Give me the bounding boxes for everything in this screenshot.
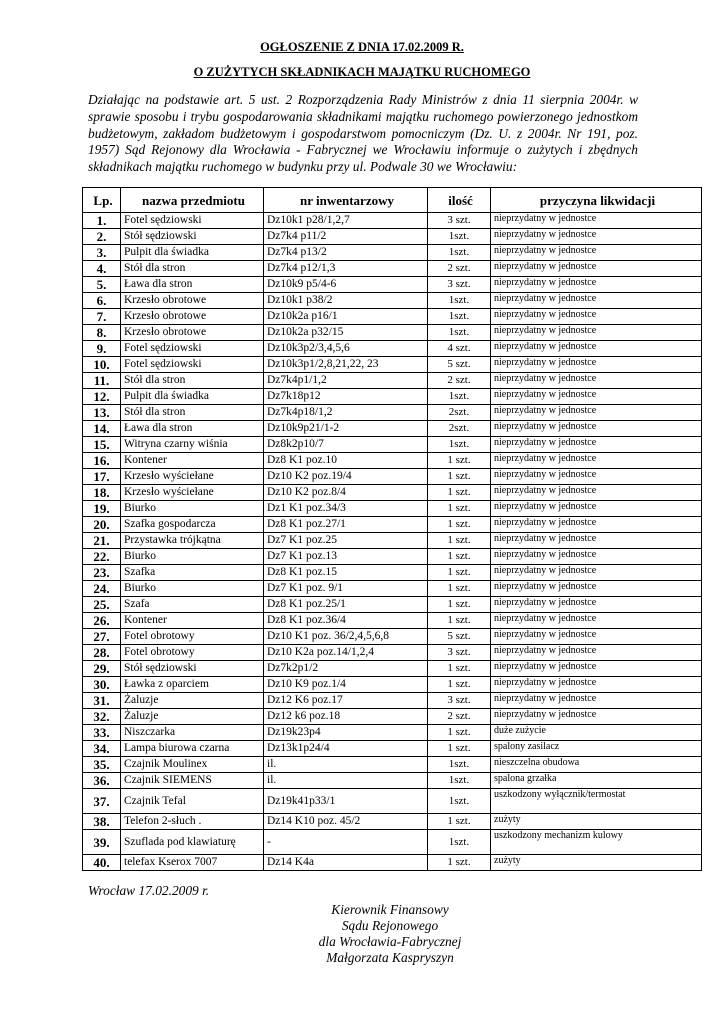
- item-name: Biurko: [121, 581, 264, 597]
- liquidation-reason: nieprzydatny w jednostce: [491, 533, 702, 549]
- quantity: 4 szt.: [428, 341, 491, 357]
- inventory-number: Dz7k4 p12/1,3: [264, 261, 428, 277]
- inventory-number: Dz14 K10 poz. 45/2: [264, 814, 428, 830]
- column-header: przyczyna likwidacji: [491, 188, 702, 213]
- row-number: 8.: [83, 325, 121, 341]
- quantity: 1 szt.: [428, 533, 491, 549]
- liquidation-reason: nieprzydatny w jednostce: [491, 597, 702, 613]
- quantity: 1szt.: [428, 325, 491, 341]
- row-number: 23.: [83, 565, 121, 581]
- table-row: [83, 453, 702, 469]
- liquidation-reason: uszkodzony mechanizm kulowy: [491, 830, 702, 855]
- liquidation-reason: nieprzydatny w jednostce: [491, 213, 702, 229]
- liquidation-reason: nieprzydatny w jednostce: [491, 341, 702, 357]
- liquidation-reason: nieprzydatny w jednostce: [491, 677, 702, 693]
- inventory-number: Dz10 K2a poz.14/1,2,4: [264, 645, 428, 661]
- liquidation-reason: nieprzydatny w jednostce: [491, 485, 702, 501]
- liquidation-reason: nieprzydatny w jednostce: [491, 437, 702, 453]
- inventory-number: Dz10 K2 poz.19/4: [264, 469, 428, 485]
- quantity: 1 szt.: [428, 597, 491, 613]
- inventory-number: Dz7 K1 poz.13: [264, 549, 428, 565]
- inventory-number: Dz8 K1 poz.27/1: [264, 517, 428, 533]
- liquidation-reason: nieprzydatny w jednostce: [491, 613, 702, 629]
- item-name: Ława dla stron: [121, 277, 264, 293]
- inventory-number: Dz12 K6 poz.17: [264, 693, 428, 709]
- row-number: 16.: [83, 453, 121, 469]
- row-number: 19.: [83, 501, 121, 517]
- table-row: [83, 597, 702, 613]
- quantity: 1 szt.: [428, 453, 491, 469]
- item-name: Krzesło obrotowe: [121, 309, 264, 325]
- quantity: 1 szt.: [428, 814, 491, 830]
- liquidation-reason: nieprzydatny w jednostce: [491, 405, 702, 421]
- inventory-number: Dz8 K1 poz.25/1: [264, 597, 428, 613]
- liquidation-reason: nieprzydatny w jednostce: [491, 581, 702, 597]
- inventory-number: Dz7k4 p13/2: [264, 245, 428, 261]
- item-name: Żaluzje: [121, 709, 264, 725]
- table-row: [83, 229, 702, 245]
- quantity: 1szt.: [428, 245, 491, 261]
- item-name: Krzesło wyściełane: [121, 469, 264, 485]
- inventory-number: Dz8 K1 poz.15: [264, 565, 428, 581]
- row-number: 25.: [83, 597, 121, 613]
- column-header: nazwa przedmiotu: [121, 188, 264, 213]
- row-number: 33.: [83, 725, 121, 741]
- liquidation-reason: nieprzydatny w jednostce: [491, 661, 702, 677]
- inventory-number: Dz8 K1 poz.36/4: [264, 613, 428, 629]
- liquidation-reason: spalona grzałka: [491, 773, 702, 789]
- quantity: 1 szt.: [428, 661, 491, 677]
- item-name: Przystawka trójkątna: [121, 533, 264, 549]
- table-row: [83, 437, 702, 453]
- table-row: [83, 645, 702, 661]
- item-name: Szafka gospodarcza: [121, 517, 264, 533]
- row-number: 3.: [83, 245, 121, 261]
- table-row: [83, 581, 702, 597]
- inventory-number: Dz12 k6 poz.18: [264, 709, 428, 725]
- table-row: [83, 293, 702, 309]
- inventory-number: -: [264, 830, 428, 855]
- row-number: 17.: [83, 469, 121, 485]
- row-number: 28.: [83, 645, 121, 661]
- table-row: [83, 709, 702, 725]
- quantity: 3 szt.: [428, 213, 491, 229]
- liquidation-reason: nieprzydatny w jednostce: [491, 357, 702, 373]
- liquidation-reason: nieprzydatny w jednostce: [491, 421, 702, 437]
- quantity: 1 szt.: [428, 725, 491, 741]
- quantity: 1szt.: [428, 293, 491, 309]
- item-name: Stół dla stron: [121, 373, 264, 389]
- liquidation-reason: nieprzydatny w jednostce: [491, 325, 702, 341]
- liquidation-reason: nieprzydatny w jednostce: [491, 517, 702, 533]
- signature-line: Kierownik Finansowy: [331, 902, 449, 917]
- liquidation-reason: uszkodzony wyłącznik/termostat: [491, 789, 702, 814]
- liquidation-reason: nieprzydatny w jednostce: [491, 629, 702, 645]
- item-name: Lampa biurowa czarna: [121, 741, 264, 757]
- inventory-number: Dz8 K1 poz.10: [264, 453, 428, 469]
- table-row: [83, 693, 702, 709]
- row-number: 35.: [83, 757, 121, 773]
- row-number: 40.: [83, 855, 121, 871]
- inventory-number: Dz19k23p4: [264, 725, 428, 741]
- quantity: 1szt.: [428, 789, 491, 814]
- item-name: Kontener: [121, 453, 264, 469]
- item-name: Szafka: [121, 565, 264, 581]
- inventory-number: Dz7 K1 poz. 9/1: [264, 581, 428, 597]
- row-number: 20.: [83, 517, 121, 533]
- table-row: [83, 485, 702, 501]
- table-row: [83, 830, 702, 855]
- column-header: Lp.: [83, 188, 121, 213]
- page-title: OGŁOSZENIE Z DNIA 17.02.2009 R.: [260, 40, 464, 54]
- row-number: 4.: [83, 261, 121, 277]
- item-name: Pulpit dla świadka: [121, 389, 264, 405]
- row-number: 34.: [83, 741, 121, 757]
- liquidation-reason: nieprzydatny w jednostce: [491, 645, 702, 661]
- table-row: [83, 517, 702, 533]
- row-number: 38.: [83, 814, 121, 830]
- place-date: Wrocław 17.02.2009 r.: [88, 883, 210, 898]
- table-header-row: [83, 188, 702, 213]
- item-name: Szuflada pod klawiaturę: [121, 830, 264, 855]
- liquidation-reason: zużyty: [491, 855, 702, 871]
- item-name: Fotel obrotowy: [121, 645, 264, 661]
- inventory-number: Dz7k2p1/2: [264, 661, 428, 677]
- table-row: [83, 629, 702, 645]
- item-name: Stół dla stron: [121, 261, 264, 277]
- table-row: [83, 213, 702, 229]
- row-number: 11.: [83, 373, 121, 389]
- quantity: 1szt.: [428, 757, 491, 773]
- item-name: Witryna czarny wiśnia: [121, 437, 264, 453]
- item-name: Pulpit dla świadka: [121, 245, 264, 261]
- liquidation-reason: nieprzydatny w jednostce: [491, 565, 702, 581]
- quantity: 1szt.: [428, 830, 491, 855]
- row-number: 7.: [83, 309, 121, 325]
- inventory-number: Dz10k1 p38/2: [264, 293, 428, 309]
- inventory-number: Dz14 K4a: [264, 855, 428, 871]
- table-row: [83, 814, 702, 830]
- row-number: 15.: [83, 437, 121, 453]
- inventory-number: Dz10 K1 poz. 36/2,4,5,6,8: [264, 629, 428, 645]
- table-row: [83, 773, 702, 789]
- quantity: 1szt.: [428, 437, 491, 453]
- inventory-number: Dz10k3p2/3,4,5,6: [264, 341, 428, 357]
- quantity: 2 szt.: [428, 261, 491, 277]
- inventory-number: Dz8k2p10/7: [264, 437, 428, 453]
- inventory-number: Dz7k4p18/1,2: [264, 405, 428, 421]
- inventory-number: Dz7k4p1/1,2: [264, 373, 428, 389]
- table-row: [83, 309, 702, 325]
- item-name: Fotel obrotowy: [121, 629, 264, 645]
- row-number: 1.: [83, 213, 121, 229]
- column-header: nr inwentarzowy: [264, 188, 428, 213]
- liquidation-reason: nieprzydatny w jednostce: [491, 277, 702, 293]
- row-number: 37.: [83, 789, 121, 814]
- item-name: Niszczarka: [121, 725, 264, 741]
- liquidation-reason: nieprzydatny w jednostce: [491, 469, 702, 485]
- item-name: Żaluzje: [121, 693, 264, 709]
- liquidation-reason: nieprzydatny w jednostce: [491, 373, 702, 389]
- inventory-number: Dz19k41p33/1: [264, 789, 428, 814]
- quantity: 1szt.: [428, 309, 491, 325]
- item-name: Telefon 2-słuch .: [121, 814, 264, 830]
- row-number: 5.: [83, 277, 121, 293]
- item-name: Biurko: [121, 501, 264, 517]
- column-header: ilość: [428, 188, 491, 213]
- quantity: 1 szt.: [428, 517, 491, 533]
- quantity: 3 szt.: [428, 277, 491, 293]
- table-row: [83, 677, 702, 693]
- item-name: Krzesło wyściełane: [121, 485, 264, 501]
- inventory-number: Dz10 K2 poz.8/4: [264, 485, 428, 501]
- liquidation-reason: nieprzydatny w jednostce: [491, 693, 702, 709]
- item-name: Czajnik Moulinex: [121, 757, 264, 773]
- inventory-number: il.: [264, 757, 428, 773]
- quantity: 2 szt.: [428, 709, 491, 725]
- table-row: [83, 549, 702, 565]
- page-subtitle: O ZUŻYTYCH SKŁADNIKACH MAJĄTKU RUCHOMEGO: [193, 65, 531, 79]
- liquidation-reason: spalony zasilacz: [491, 741, 702, 757]
- signature-block: [290, 902, 490, 966]
- item-name: Stół sędziowski: [121, 661, 264, 677]
- intro-paragraph: Działając na podstawie art. 5 ust. 2 Rozporządzenia Rady Ministrów z dnia 11 sierpnia 2004r. w sprawie sposobu i trybu gospodarowania składnikami majątku ruchomego powierzonego jednostkom budżetowym, zakładom budżetowym i gospodarstwom pomocniczym (Dz. U. z 2004r. Nr 191, poz. 1957) Sąd Rejonowy dla Wrocławia - Fabrycznej we Wrocławiu informuje o zużytych i zbędnych składnikach majątku ruchomego w budynku przy ul. Podwale 30 we Wrocławiu:: [88, 92, 638, 175]
- row-number: 32.: [83, 709, 121, 725]
- item-name: Krzesło obrotowe: [121, 325, 264, 341]
- inventory-number: Dz10k2a p16/1: [264, 309, 428, 325]
- table-row: [83, 341, 702, 357]
- inventory-number: Dz7k18p12: [264, 389, 428, 405]
- quantity: 1 szt.: [428, 581, 491, 597]
- item-name: Czajnik SIEMENS: [121, 773, 264, 789]
- liquidation-reason: nieprzydatny w jednostce: [491, 453, 702, 469]
- liquidation-reason: nieprzydatny w jednostce: [491, 389, 702, 405]
- row-number: 30.: [83, 677, 121, 693]
- table-row: [83, 661, 702, 677]
- liquidation-reason: duże zużycie: [491, 725, 702, 741]
- quantity: 1 szt.: [428, 565, 491, 581]
- quantity: 5 szt.: [428, 357, 491, 373]
- quantity: 1 szt.: [428, 549, 491, 565]
- inventory-number: il.: [264, 773, 428, 789]
- item-name: Fotel sędziowski: [121, 213, 264, 229]
- row-number: 9.: [83, 341, 121, 357]
- liquidation-reason: nieprzydatny w jednostce: [491, 549, 702, 565]
- inventory-number: Dz7k4 p11/2: [264, 229, 428, 245]
- table-row: [83, 533, 702, 549]
- liquidation-reason: nieprzydatny w jednostce: [491, 501, 702, 517]
- item-name: Biurko: [121, 549, 264, 565]
- inventory-number: Dz10 K9 poz.1/4: [264, 677, 428, 693]
- row-number: 12.: [83, 389, 121, 405]
- row-number: 27.: [83, 629, 121, 645]
- liquidation-reason: nieszczelna obudowa: [491, 757, 702, 773]
- table-row: [83, 325, 702, 341]
- quantity: 1 szt.: [428, 485, 491, 501]
- table-row: [83, 245, 702, 261]
- table-row: [83, 405, 702, 421]
- row-number: 2.: [83, 229, 121, 245]
- table-row: [83, 613, 702, 629]
- table-row: [83, 855, 702, 871]
- liquidation-reason: nieprzydatny w jednostce: [491, 293, 702, 309]
- item-name: telefax Kserox 7007: [121, 855, 264, 871]
- liquidation-reason: nieprzydatny w jednostce: [491, 261, 702, 277]
- table-row: [83, 389, 702, 405]
- inventory-number: Dz13k1p24/4: [264, 741, 428, 757]
- table-row: [83, 501, 702, 517]
- table-row: [83, 261, 702, 277]
- quantity: 1szt.: [428, 229, 491, 245]
- signature-line: Małgorzata Kaspryszyn: [326, 950, 454, 965]
- item-name: Kontener: [121, 613, 264, 629]
- quantity: 1 szt.: [428, 677, 491, 693]
- item-name: Ława dla stron: [121, 421, 264, 437]
- inventory-number: Dz10k3p1/2,8,21,22, 23: [264, 357, 428, 373]
- quantity: 1 szt.: [428, 741, 491, 757]
- inventory-table: [82, 187, 702, 871]
- quantity: 3 szt.: [428, 693, 491, 709]
- row-number: 21.: [83, 533, 121, 549]
- row-number: 31.: [83, 693, 121, 709]
- inventory-number: Dz1 K1 poz.34/3: [264, 501, 428, 517]
- liquidation-reason: nieprzydatny w jednostce: [491, 245, 702, 261]
- row-number: 26.: [83, 613, 121, 629]
- row-number: 14.: [83, 421, 121, 437]
- item-name: Krzesło obrotowe: [121, 293, 264, 309]
- item-name: Szafa: [121, 597, 264, 613]
- table-row: [83, 373, 702, 389]
- item-name: Stół sędziowski: [121, 229, 264, 245]
- table-row: [83, 741, 702, 757]
- table-row: [83, 277, 702, 293]
- table-row: [83, 565, 702, 581]
- row-number: 18.: [83, 485, 121, 501]
- liquidation-reason: nieprzydatny w jednostce: [491, 709, 702, 725]
- row-number: 24.: [83, 581, 121, 597]
- quantity: 2 szt.: [428, 373, 491, 389]
- table-row: [83, 789, 702, 814]
- quantity: 5 szt.: [428, 629, 491, 645]
- inventory-number: Dz10k9 p5/4-6: [264, 277, 428, 293]
- inventory-number: Dz10k2a p32/15: [264, 325, 428, 341]
- row-number: 29.: [83, 661, 121, 677]
- signature-line: Sądu Rejonowego: [341, 918, 439, 933]
- table-row: [83, 469, 702, 485]
- quantity: 1 szt.: [428, 501, 491, 517]
- liquidation-reason: nieprzydatny w jednostce: [491, 309, 702, 325]
- item-name: Fotel sędziowski: [121, 341, 264, 357]
- item-name: Fotel sędziowski: [121, 357, 264, 373]
- quantity: 3 szt.: [428, 645, 491, 661]
- liquidation-reason: zużyty: [491, 814, 702, 830]
- signature-line: dla Wrocławia-Fabrycznej: [318, 934, 462, 949]
- table-row: [83, 357, 702, 373]
- row-number: 22.: [83, 549, 121, 565]
- liquidation-reason: nieprzydatny w jednostce: [491, 229, 702, 245]
- inventory-number: Dz10k9p21/1-2: [264, 421, 428, 437]
- quantity: 1 szt.: [428, 855, 491, 871]
- item-name: Ławka z oparciem: [121, 677, 264, 693]
- quantity: 1 szt.: [428, 469, 491, 485]
- row-number: 6.: [83, 293, 121, 309]
- row-number: 36.: [83, 773, 121, 789]
- inventory-number: Dz10k1 p28/1,2,7: [264, 213, 428, 229]
- quantity: 1szt.: [428, 389, 491, 405]
- row-number: 10.: [83, 357, 121, 373]
- row-number: 13.: [83, 405, 121, 421]
- item-name: Stół dla stron: [121, 405, 264, 421]
- item-name: Czajnik Tefal: [121, 789, 264, 814]
- table-row: [83, 421, 702, 437]
- table-row: [83, 757, 702, 773]
- table-row: [83, 725, 702, 741]
- row-number: 39.: [83, 830, 121, 855]
- quantity: 1 szt.: [428, 613, 491, 629]
- quantity: 1szt.: [428, 773, 491, 789]
- quantity: 2szt.: [428, 405, 491, 421]
- inventory-number: Dz7 K1 poz.25: [264, 533, 428, 549]
- quantity: 2szt.: [428, 421, 491, 437]
